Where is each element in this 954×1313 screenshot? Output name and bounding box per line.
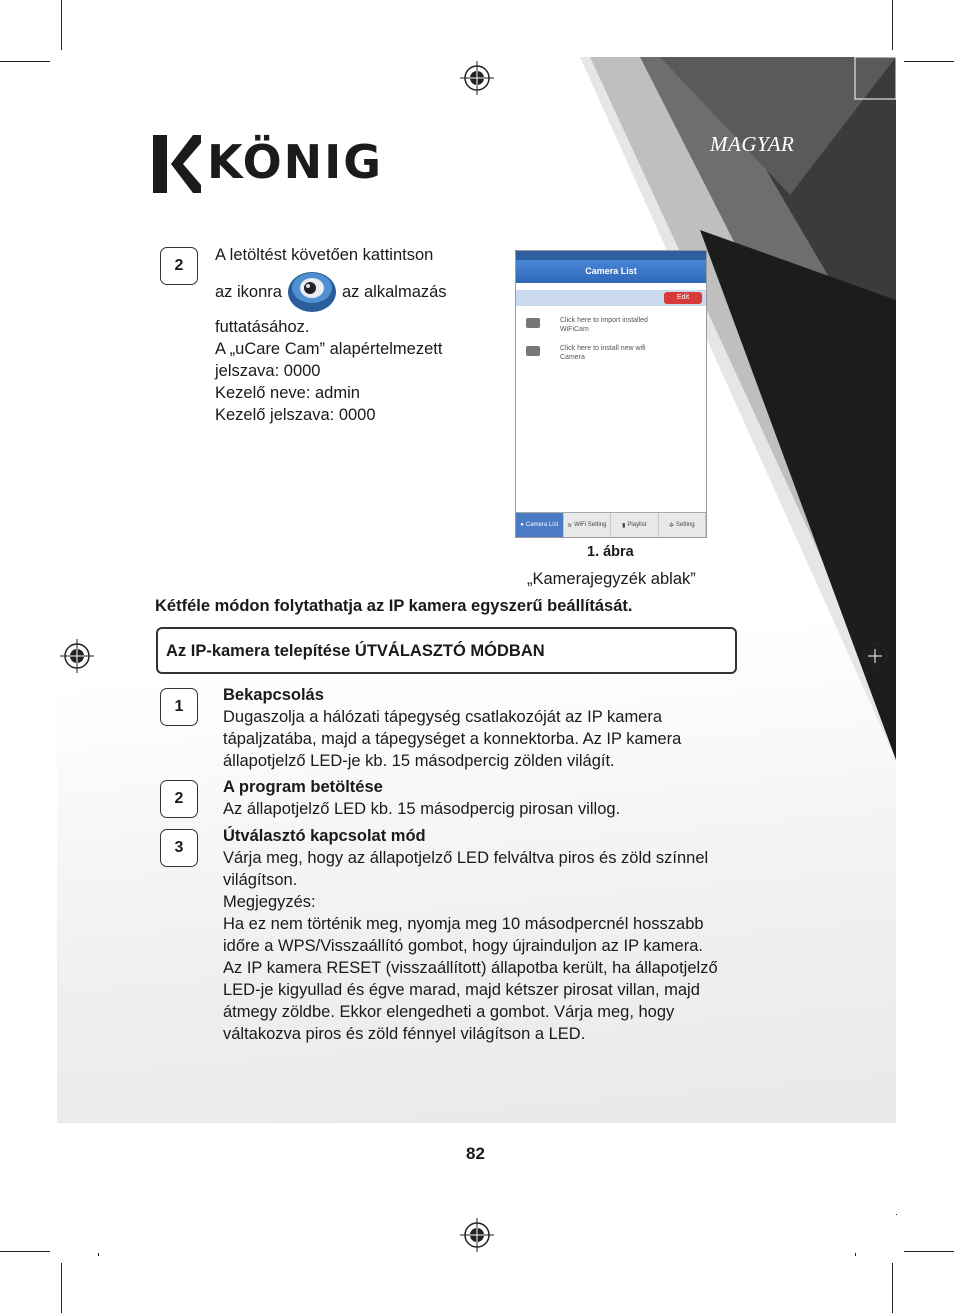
tab-label: WiFi Setting	[574, 522, 607, 528]
registration-mark-icon	[858, 639, 892, 673]
tab-camera-list	[516, 513, 564, 537]
gear-icon: ✲	[668, 522, 674, 529]
tab-setting	[659, 513, 707, 537]
tab-label: Setting	[675, 522, 695, 528]
wifi-icon: ≋	[567, 522, 573, 529]
step-text: Kezelő jelszava: 0000	[215, 406, 376, 424]
step-title: Bekapcsolás	[223, 686, 324, 704]
camera-icon	[526, 318, 540, 328]
step-number-box: 2	[160, 780, 198, 818]
figure-label: 1. ábra	[587, 544, 634, 560]
mode-heading-box	[156, 627, 737, 674]
step-text: átmegy zöldbe. Ekkor elengedheti a gombot. Várja meg, hogy	[223, 1003, 675, 1021]
camera-list-screenshot	[515, 250, 707, 538]
list-item-label: Click here to import installed WiFiCam	[560, 317, 648, 333]
step-text: Megjegyzés:	[223, 893, 316, 911]
step-text: Az állapotjelző LED kb. 15 másodpercig pirosan villog.	[223, 800, 621, 818]
figure-caption: „Kamerajegyzék ablak”	[527, 570, 696, 588]
step-text: az alkalmazás	[342, 283, 447, 301]
phone-status-bar	[516, 251, 706, 260]
step-text: Várja meg, hogy az állapotjelző LED felváltva piros és zöld színnel	[223, 849, 709, 867]
phone-list-item	[516, 312, 706, 340]
step-text: tápaljzatába, majd a tápegységet a konnektorba. Az IP kamera	[223, 730, 682, 748]
step-text: A letöltést követően kattintson	[215, 246, 434, 264]
step-text: Kezelő neve: admin	[215, 384, 360, 402]
step-text: Az IP kamera RESET (visszaállított) állapotba került, ha állapotjelző	[223, 959, 718, 977]
step-number-box: 2	[160, 247, 198, 285]
language-label: MAGYAR	[710, 132, 795, 156]
tab-playlist	[611, 513, 659, 537]
tab-label: Playlist	[627, 522, 647, 528]
edit-badge: Edit	[664, 292, 702, 304]
step-title: A program betöltése	[223, 778, 383, 796]
phone-toolbar	[516, 290, 706, 306]
step-text: A „uCare Cam” alapértelmezett	[215, 340, 443, 358]
registration-mark-icon	[60, 639, 94, 673]
step-text: LED-je kigyullad és égve marad, majd kétszer pirosat villan, majd	[223, 981, 700, 999]
camera-icon	[526, 346, 540, 356]
step-text: jelszava: 0000	[215, 362, 321, 380]
step-text: futtatásához.	[215, 318, 310, 336]
step-number-box: 3	[160, 829, 198, 867]
phone-tab-bar	[516, 512, 706, 537]
mode-heading: Az IP-kamera telepítése ÚTVÁLASZTÓ MÓDBAN	[166, 642, 545, 660]
step-text: állapotjelző LED-je kb. 15 másodpercig zölden világít.	[223, 752, 615, 770]
step-text: váltakozva piros és zöld fénnyel világítson a LED.	[223, 1025, 586, 1043]
konig-logo-icon	[153, 135, 201, 193]
phone-title-bar: Camera List	[516, 260, 706, 283]
step-title: Útválasztó kapcsolat mód	[223, 827, 426, 845]
phone-list-item	[516, 340, 706, 368]
tab-wifi-setting	[564, 513, 612, 537]
brand-wordmark: KÖNIG	[207, 135, 384, 189]
list-item-label: Click here to install new wifi Camera	[560, 345, 646, 361]
step-text: Dugaszolja a hálózati tápegység csatlakozóját az IP kamera	[223, 708, 663, 726]
step-text: az ikonra	[215, 283, 282, 301]
step-text: Ha ez nem történik meg, nyomja meg 10 másodpercnél hosszabb	[223, 915, 704, 933]
page-number: 82	[466, 1144, 485, 1163]
playlist-icon: ▮	[622, 522, 626, 529]
step-text: időre a WPS/Visszaállító gombot, hogy újrainduljon az IP kamera.	[223, 937, 703, 955]
step-text: világítson.	[223, 871, 298, 889]
step-number-box: 1	[160, 688, 198, 726]
ucare-cam-app-icon	[286, 266, 338, 314]
tab-label: Camera List	[525, 522, 559, 528]
camera-icon: ●	[520, 522, 524, 528]
intro-text: Kétféle módon folytathatja az IP kamera egyszerű beállítását.	[155, 597, 633, 615]
registration-mark-icon	[460, 1218, 494, 1252]
registration-mark-icon	[460, 61, 494, 95]
